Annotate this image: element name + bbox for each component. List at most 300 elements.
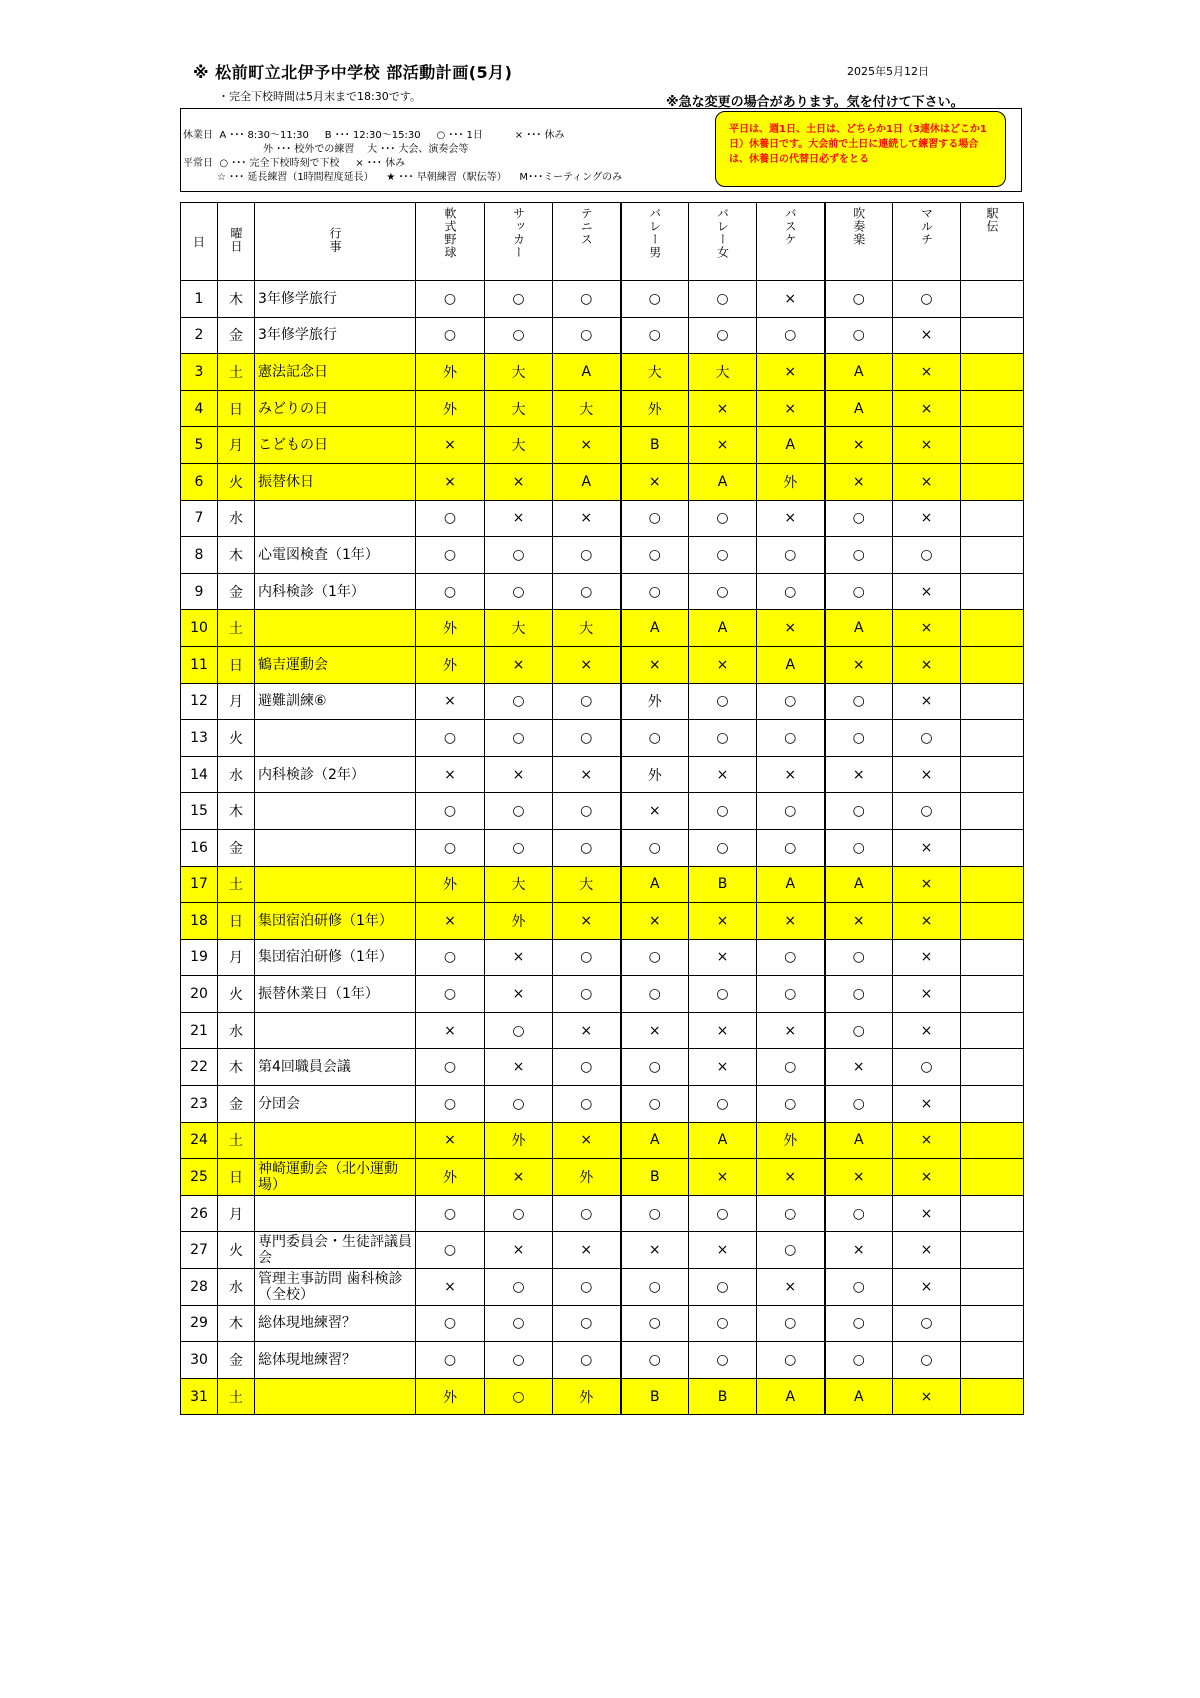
- weekday-cell: 火: [218, 463, 255, 500]
- club-status-cell: ○: [416, 500, 485, 537]
- club-status-cell: ○: [553, 537, 621, 574]
- day-cell: 19: [181, 939, 218, 976]
- club-status-cell: [961, 866, 1024, 903]
- event-cell: 管理主事訪問 歯科検診（全校）: [255, 1269, 416, 1306]
- club-status-cell: 大: [485, 427, 553, 464]
- table-row: [181, 1305, 1024, 1342]
- club-status-cell: 外: [485, 1122, 553, 1159]
- weekday-cell: 木: [218, 281, 255, 318]
- club-status-cell: ×: [825, 427, 893, 464]
- club-status-cell: ×: [689, 1049, 757, 1086]
- club-status-cell: 外: [416, 1159, 485, 1196]
- club-status-cell: B: [689, 866, 757, 903]
- club-status-cell: ○: [485, 1086, 553, 1123]
- club-status-cell: ○: [825, 829, 893, 866]
- club-status-cell: 大: [553, 390, 621, 427]
- day-cell: 24: [181, 1122, 218, 1159]
- day-cell: 22: [181, 1049, 218, 1086]
- table-row: [181, 1159, 1024, 1196]
- table-row: [181, 500, 1024, 537]
- club-status-cell: A: [825, 1122, 893, 1159]
- header-dow: 曜日: [218, 203, 255, 281]
- club-status-cell: [961, 1049, 1024, 1086]
- event-cell: 内科検診（1年）: [255, 573, 416, 610]
- club-status-cell: ×: [893, 317, 961, 354]
- weekday-cell: 金: [218, 829, 255, 866]
- club-status-cell: ○: [416, 1049, 485, 1086]
- club-status-cell: B: [621, 1159, 689, 1196]
- club-status-cell: [961, 903, 1024, 940]
- club-status-cell: 大: [485, 390, 553, 427]
- club-status-cell: A: [689, 1122, 757, 1159]
- club-status-cell: ×: [416, 903, 485, 940]
- club-status-cell: ○: [416, 1195, 485, 1232]
- event-cell: 専門委員会・生徒評議員会: [255, 1232, 416, 1269]
- club-status-cell: ○: [689, 1305, 757, 1342]
- club-status-cell: ×: [893, 390, 961, 427]
- club-status-cell: ○: [689, 793, 757, 830]
- club-status-cell: 外: [621, 683, 689, 720]
- club-status-cell: ×: [825, 756, 893, 793]
- club-status-cell: ○: [893, 537, 961, 574]
- club-status-cell: ○: [553, 1342, 621, 1379]
- club-status-cell: ×: [689, 390, 757, 427]
- table-row: [181, 427, 1024, 464]
- club-status-cell: [961, 1159, 1024, 1196]
- event-cell: [255, 720, 416, 757]
- club-status-cell: A: [621, 866, 689, 903]
- event-cell: 神崎運動会（北小運動場）: [255, 1159, 416, 1196]
- club-status-cell: [961, 281, 1024, 318]
- header-club-volley-girls: バレー女: [689, 203, 757, 281]
- club-status-cell: ○: [893, 793, 961, 830]
- club-status-cell: ×: [485, 463, 553, 500]
- club-status-cell: [961, 1012, 1024, 1049]
- event-cell: 心電図検査（1年）: [255, 537, 416, 574]
- day-cell: 11: [181, 646, 218, 683]
- club-status-cell: ○: [689, 1269, 757, 1306]
- club-status-cell: ○: [553, 1086, 621, 1123]
- club-status-cell: ×: [893, 829, 961, 866]
- club-status-cell: ○: [825, 1086, 893, 1123]
- day-cell: 17: [181, 866, 218, 903]
- club-status-cell: ○: [485, 537, 553, 574]
- event-cell: 集団宿泊研修（1年）: [255, 939, 416, 976]
- table-row: [181, 463, 1024, 500]
- club-status-cell: ○: [621, 500, 689, 537]
- club-status-cell: ○: [893, 281, 961, 318]
- club-status-cell: ×: [485, 976, 553, 1013]
- club-status-cell: ×: [893, 427, 961, 464]
- club-status-cell: ○: [416, 1305, 485, 1342]
- club-status-cell: ×: [416, 1012, 485, 1049]
- club-status-cell: ○: [757, 1195, 825, 1232]
- schedule-table: [180, 202, 1024, 1415]
- club-status-cell: [961, 427, 1024, 464]
- club-status-cell: ×: [485, 1232, 553, 1269]
- table-row: [181, 317, 1024, 354]
- club-status-cell: ○: [825, 1269, 893, 1306]
- day-cell: 1: [181, 281, 218, 318]
- club-status-cell: ○: [825, 1342, 893, 1379]
- club-status-cell: ×: [757, 390, 825, 427]
- club-status-cell: A: [689, 610, 757, 647]
- club-status-cell: ○: [825, 1305, 893, 1342]
- club-status-cell: ○: [621, 976, 689, 1013]
- event-cell: [255, 610, 416, 647]
- club-status-cell: A: [621, 1122, 689, 1159]
- club-status-cell: ○: [757, 1086, 825, 1123]
- club-status-cell: ×: [893, 354, 961, 391]
- event-cell: [255, 1122, 416, 1159]
- club-status-cell: ×: [553, 756, 621, 793]
- day-cell: 18: [181, 903, 218, 940]
- weekday-cell: 木: [218, 1305, 255, 1342]
- day-cell: 6: [181, 463, 218, 500]
- club-status-cell: 大: [689, 354, 757, 391]
- rest-day-note: 平日は、週1日、土日は、どちらか1日（3連休はどこか1日）休養日です。大会前で土日に連続して練習する場合は、休養日の代替日必ずをとる: [715, 111, 1006, 187]
- legend-line-2: 外 ･･･ 校外での練習 大 ･･･ 大会、演奏会等: [263, 144, 469, 155]
- club-status-cell: [961, 976, 1024, 1013]
- club-status-cell: ×: [621, 463, 689, 500]
- weekday-cell: 木: [218, 537, 255, 574]
- event-cell: みどりの日: [255, 390, 416, 427]
- club-status-cell: A: [757, 646, 825, 683]
- event-cell: 鶴吉運動会: [255, 646, 416, 683]
- legend-line-3: 平常日 ○ ･･･ 完全下校時刻で下校 × ･･･ 休み: [183, 158, 406, 169]
- event-cell: [255, 500, 416, 537]
- club-status-cell: ×: [621, 793, 689, 830]
- club-status-cell: ○: [485, 1195, 553, 1232]
- club-status-cell: ○: [689, 537, 757, 574]
- event-cell: [255, 829, 416, 866]
- day-cell: 2: [181, 317, 218, 354]
- club-status-cell: [961, 500, 1024, 537]
- club-status-cell: ×: [416, 427, 485, 464]
- club-status-cell: ○: [689, 281, 757, 318]
- table-row: [181, 1086, 1024, 1123]
- club-status-cell: B: [621, 1378, 689, 1415]
- club-status-cell: ×: [893, 463, 961, 500]
- club-status-cell: [961, 829, 1024, 866]
- event-cell: 集団宿泊研修（1年）: [255, 903, 416, 940]
- weekday-cell: 日: [218, 646, 255, 683]
- weekday-cell: 月: [218, 1195, 255, 1232]
- change-warning: ※急な変更の場合があります。気を付けて下さい。: [666, 95, 964, 110]
- club-status-cell: [961, 1122, 1024, 1159]
- event-cell: [255, 793, 416, 830]
- club-status-cell: [961, 1305, 1024, 1342]
- day-cell: 30: [181, 1342, 218, 1379]
- club-status-cell: ○: [553, 793, 621, 830]
- club-status-cell: ○: [825, 976, 893, 1013]
- weekday-cell: 土: [218, 610, 255, 647]
- club-status-cell: ○: [485, 793, 553, 830]
- club-status-cell: ×: [621, 1012, 689, 1049]
- event-cell: 分団会: [255, 1086, 416, 1123]
- club-status-cell: ○: [757, 537, 825, 574]
- club-status-cell: ×: [893, 1378, 961, 1415]
- club-status-cell: ○: [825, 573, 893, 610]
- event-cell: [255, 1012, 416, 1049]
- club-status-cell: ○: [689, 829, 757, 866]
- club-status-cell: ×: [893, 573, 961, 610]
- weekday-cell: 月: [218, 683, 255, 720]
- club-status-cell: ○: [485, 829, 553, 866]
- club-status-cell: ○: [689, 1195, 757, 1232]
- club-status-cell: 大: [485, 610, 553, 647]
- club-status-cell: ○: [893, 720, 961, 757]
- club-status-cell: 外: [416, 390, 485, 427]
- club-status-cell: ×: [757, 903, 825, 940]
- club-status-cell: [961, 1342, 1024, 1379]
- club-status-cell: A: [553, 354, 621, 391]
- weekday-cell: 金: [218, 317, 255, 354]
- club-status-cell: [961, 537, 1024, 574]
- day-cell: 5: [181, 427, 218, 464]
- club-status-cell: ×: [893, 1195, 961, 1232]
- table-row: [181, 1012, 1024, 1049]
- club-status-cell: ×: [485, 646, 553, 683]
- club-status-cell: ○: [553, 720, 621, 757]
- day-cell: 26: [181, 1195, 218, 1232]
- day-cell: 31: [181, 1378, 218, 1415]
- club-status-cell: ○: [689, 573, 757, 610]
- club-status-cell: ○: [825, 1195, 893, 1232]
- weekday-cell: 日: [218, 1159, 255, 1196]
- club-status-cell: ×: [485, 500, 553, 537]
- table-row: [181, 573, 1024, 610]
- table-row: [181, 354, 1024, 391]
- club-status-cell: [961, 610, 1024, 647]
- day-cell: 15: [181, 793, 218, 830]
- club-status-cell: [961, 1378, 1024, 1415]
- event-cell: こどもの日: [255, 427, 416, 464]
- header-club-tennis: テニス: [553, 203, 621, 281]
- weekday-cell: 土: [218, 1378, 255, 1415]
- club-status-cell: ○: [416, 829, 485, 866]
- club-status-cell: ○: [553, 939, 621, 976]
- weekday-cell: 土: [218, 354, 255, 391]
- club-status-cell: 大: [553, 610, 621, 647]
- club-status-cell: ○: [416, 281, 485, 318]
- club-status-cell: ×: [825, 1049, 893, 1086]
- club-status-cell: A: [825, 610, 893, 647]
- document-date: 2025年5月12日: [847, 65, 929, 78]
- club-status-cell: ×: [893, 976, 961, 1013]
- club-status-cell: ○: [689, 683, 757, 720]
- weekday-cell: 日: [218, 903, 255, 940]
- club-status-cell: B: [689, 1378, 757, 1415]
- club-status-cell: ×: [893, 646, 961, 683]
- table-row: [181, 1049, 1024, 1086]
- club-status-cell: ○: [757, 720, 825, 757]
- weekday-cell: 水: [218, 1269, 255, 1306]
- club-status-cell: [961, 720, 1024, 757]
- club-status-cell: ×: [893, 1269, 961, 1306]
- table-row: [181, 1378, 1024, 1415]
- day-cell: 10: [181, 610, 218, 647]
- club-status-cell: ×: [689, 427, 757, 464]
- club-status-cell: ○: [416, 720, 485, 757]
- club-status-cell: ○: [757, 976, 825, 1013]
- club-status-cell: ×: [757, 1269, 825, 1306]
- club-status-cell: ○: [621, 537, 689, 574]
- club-status-cell: A: [757, 1378, 825, 1415]
- club-status-cell: A: [757, 866, 825, 903]
- club-status-cell: ×: [689, 756, 757, 793]
- table-row: [181, 683, 1024, 720]
- club-status-cell: 外: [621, 756, 689, 793]
- table-row: [181, 829, 1024, 866]
- club-status-cell: ×: [893, 1159, 961, 1196]
- club-status-cell: [961, 354, 1024, 391]
- event-cell: [255, 1378, 416, 1415]
- club-status-cell: ×: [825, 1232, 893, 1269]
- club-status-cell: ○: [689, 976, 757, 1013]
- club-status-cell: ○: [825, 281, 893, 318]
- day-cell: 7: [181, 500, 218, 537]
- club-status-cell: ○: [689, 1342, 757, 1379]
- club-status-cell: ○: [416, 939, 485, 976]
- club-status-cell: ×: [893, 1232, 961, 1269]
- table-row: [181, 1122, 1024, 1159]
- club-status-cell: ○: [621, 1049, 689, 1086]
- club-status-cell: 外: [621, 390, 689, 427]
- club-status-cell: 外: [757, 1122, 825, 1159]
- event-cell: 3年修学旅行: [255, 317, 416, 354]
- header-club-brass-band: 吹奏楽: [825, 203, 893, 281]
- club-status-cell: ○: [689, 317, 757, 354]
- club-status-cell: ×: [825, 1159, 893, 1196]
- club-status-cell: ○: [825, 683, 893, 720]
- club-status-cell: ○: [553, 976, 621, 1013]
- club-status-cell: [961, 1269, 1024, 1306]
- club-status-cell: ○: [621, 939, 689, 976]
- club-status-cell: 大: [485, 354, 553, 391]
- day-cell: 8: [181, 537, 218, 574]
- day-cell: 28: [181, 1269, 218, 1306]
- club-status-cell: ×: [893, 866, 961, 903]
- club-status-cell: ×: [553, 1122, 621, 1159]
- club-status-cell: 大: [621, 354, 689, 391]
- day-cell: 13: [181, 720, 218, 757]
- page-title: ※ 松前町立北伊予中学校 部活動計画(5月): [193, 63, 513, 82]
- club-status-cell: ×: [757, 500, 825, 537]
- table-row: [181, 281, 1024, 318]
- club-status-cell: ×: [689, 1012, 757, 1049]
- club-status-cell: [961, 793, 1024, 830]
- club-status-cell: [961, 463, 1024, 500]
- club-status-cell: ○: [485, 317, 553, 354]
- club-status-cell: ×: [553, 646, 621, 683]
- club-status-cell: ×: [621, 903, 689, 940]
- legend-line-1: 休業日 A ･･･ 8:30～11:30 B ･･･ 12:30～15:30 ○ ･･･ 1日 × ･･･ 休み: [183, 130, 565, 141]
- club-status-cell: [961, 1195, 1024, 1232]
- club-status-cell: ×: [416, 1269, 485, 1306]
- day-cell: 20: [181, 976, 218, 1013]
- club-status-cell: ×: [893, 756, 961, 793]
- club-status-cell: A: [825, 866, 893, 903]
- club-status-cell: ○: [416, 1232, 485, 1269]
- club-status-cell: ×: [893, 683, 961, 720]
- day-cell: 29: [181, 1305, 218, 1342]
- club-status-cell: A: [825, 354, 893, 391]
- weekday-cell: 月: [218, 427, 255, 464]
- club-status-cell: ○: [621, 1342, 689, 1379]
- club-status-cell: ○: [553, 829, 621, 866]
- club-status-cell: ○: [689, 500, 757, 537]
- club-status-cell: ×: [893, 1122, 961, 1159]
- club-status-cell: 外: [416, 1378, 485, 1415]
- club-status-cell: ×: [416, 683, 485, 720]
- club-status-cell: ×: [757, 281, 825, 318]
- event-cell: 振替休日: [255, 463, 416, 500]
- club-status-cell: ×: [553, 1232, 621, 1269]
- event-cell: 総体現地練習？: [255, 1342, 416, 1379]
- club-status-cell: A: [825, 390, 893, 427]
- club-status-cell: ×: [893, 610, 961, 647]
- event-cell: 憲法記念日: [255, 354, 416, 391]
- day-cell: 21: [181, 1012, 218, 1049]
- club-status-cell: ×: [553, 427, 621, 464]
- club-status-cell: [961, 1086, 1024, 1123]
- club-status-cell: ×: [485, 1159, 553, 1196]
- club-status-cell: ○: [621, 1269, 689, 1306]
- club-status-cell: ○: [621, 1305, 689, 1342]
- table-row: [181, 537, 1024, 574]
- club-status-cell: ○: [825, 793, 893, 830]
- club-status-cell: ×: [757, 354, 825, 391]
- header-club-baseball: 軟式野球: [416, 203, 485, 281]
- weekday-cell: 土: [218, 866, 255, 903]
- club-status-cell: ○: [893, 1342, 961, 1379]
- club-status-cell: ○: [757, 1342, 825, 1379]
- club-status-cell: [961, 683, 1024, 720]
- club-status-cell: ○: [757, 317, 825, 354]
- weekday-cell: 水: [218, 500, 255, 537]
- day-cell: 3: [181, 354, 218, 391]
- club-status-cell: ○: [825, 1012, 893, 1049]
- club-status-cell: A: [689, 463, 757, 500]
- club-status-cell: ×: [416, 1122, 485, 1159]
- club-status-cell: ×: [893, 903, 961, 940]
- club-status-cell: ×: [689, 646, 757, 683]
- club-status-cell: ×: [621, 646, 689, 683]
- club-status-cell: 外: [553, 1378, 621, 1415]
- weekday-cell: 土: [218, 1122, 255, 1159]
- table-row: [181, 939, 1024, 976]
- event-cell: 総体現地練習？: [255, 1305, 416, 1342]
- weekday-cell: 金: [218, 573, 255, 610]
- event-cell: 避難訓練⑥: [255, 683, 416, 720]
- table-row: [181, 1232, 1024, 1269]
- event-cell: 第4回職員会議: [255, 1049, 416, 1086]
- table-row: [181, 793, 1024, 830]
- club-status-cell: ○: [485, 1305, 553, 1342]
- club-status-cell: ○: [621, 1195, 689, 1232]
- table-row: [181, 1195, 1024, 1232]
- club-status-cell: ○: [553, 1305, 621, 1342]
- club-status-cell: ○: [485, 720, 553, 757]
- legend-line-4: ☆ ･･･ 延長練習（1時間程度延長） ★ ･･･ 早朝練習（駅伝等） M･･･ミーティングのみ: [217, 172, 623, 183]
- club-status-cell: ×: [757, 610, 825, 647]
- weekday-cell: 日: [218, 390, 255, 427]
- club-status-cell: [961, 646, 1024, 683]
- club-status-cell: ×: [553, 1012, 621, 1049]
- club-status-cell: 外: [416, 866, 485, 903]
- club-status-cell: ○: [757, 573, 825, 610]
